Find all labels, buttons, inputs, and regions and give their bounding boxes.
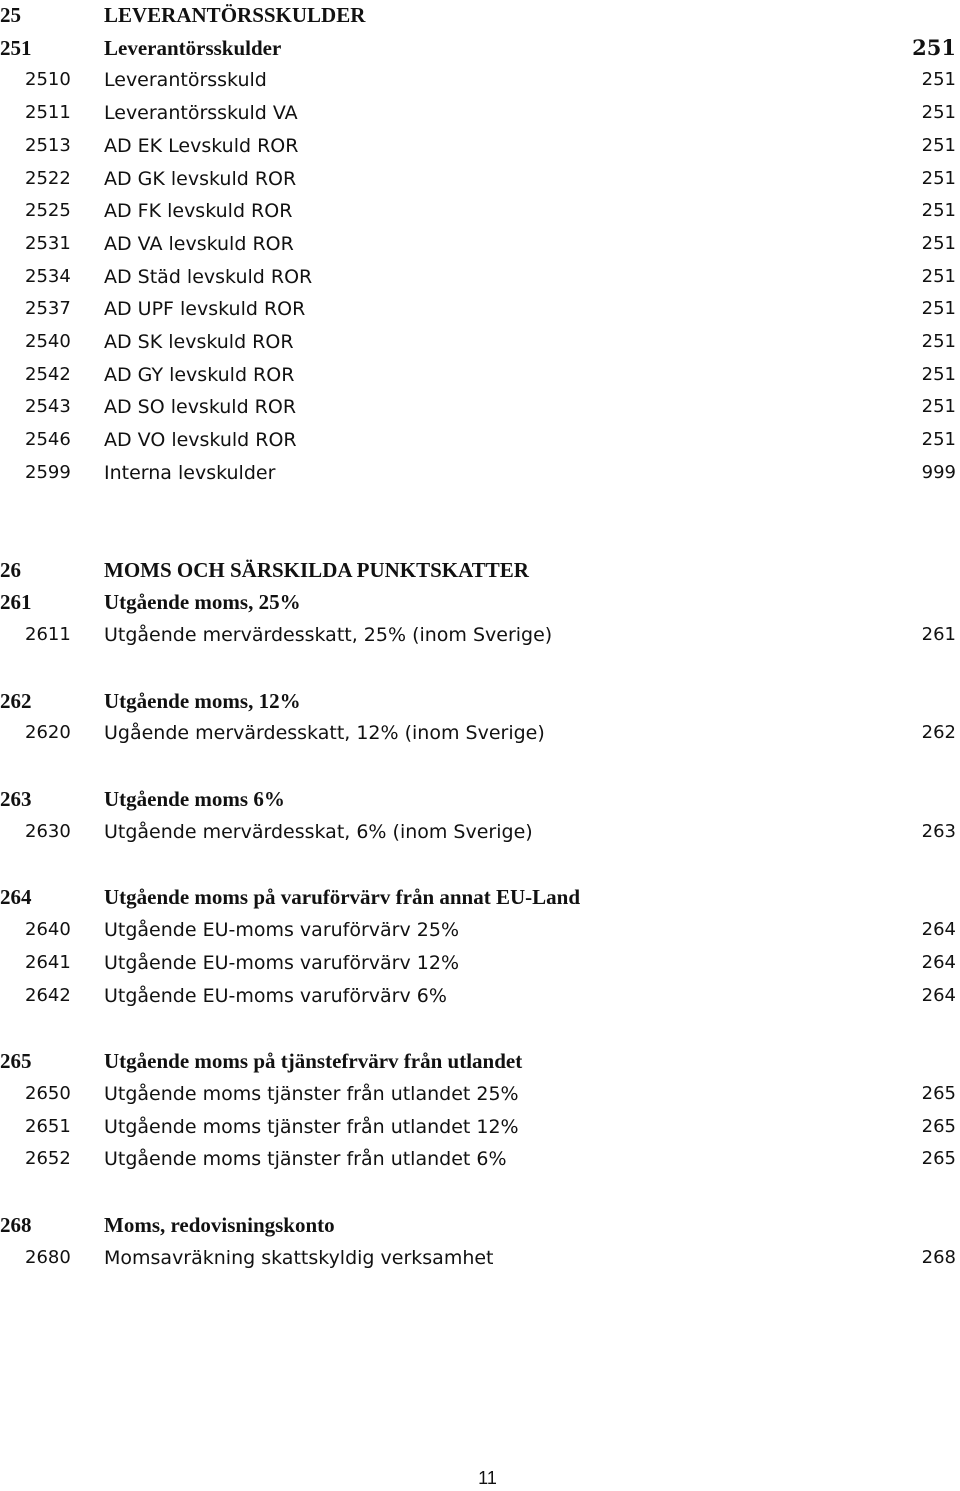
account-row-code: 2620: [25, 722, 71, 744]
account-row: [0, 229, 960, 259]
page-number: 11: [478, 1468, 497, 1488]
group-heading: [0, 1046, 960, 1076]
account-row-code: 2543: [25, 396, 71, 418]
account-row: [0, 1079, 960, 1109]
account-row-code: 2546: [25, 429, 71, 451]
account-row-code: 2650: [25, 1082, 71, 1104]
account-row-title: Utgående moms tjänster från utlandet 25%: [104, 1082, 519, 1105]
account-row-ref: 251: [921, 331, 956, 352]
account-row-ref: 262: [921, 722, 956, 744]
account-row-title: Utgående EU-moms varuförvärv 25%: [104, 919, 460, 942]
account-row-code: 2640: [25, 919, 71, 941]
account-row-title: Utgående EU-moms varuförvärv 6%: [104, 984, 447, 1007]
account-row-ref: 268: [921, 1246, 956, 1268]
account-row: [0, 1144, 960, 1174]
account-row: [0, 1112, 960, 1142]
account-row: [0, 458, 960, 488]
account-row-ref: 265: [921, 1148, 956, 1170]
account-row-ref: 251: [921, 167, 956, 189]
group-heading-title: Utgående moms på tjänstefrvärv från utlandet: [104, 1049, 523, 1074]
account-row-title: Utgående mervärdesskatt, 25% (inom Sverige): [104, 623, 553, 646]
group-heading-code: 264: [0, 885, 32, 910]
group-heading: [0, 587, 960, 617]
group-heading-title: Leverantörsskulder: [104, 35, 282, 60]
account-row-title: AD VO levskuld ROR: [104, 429, 297, 452]
account-row: [0, 294, 960, 324]
account-row-code: 2630: [25, 820, 71, 842]
account-row: [0, 1243, 960, 1273]
group-heading-title: Utgående moms på varuförvärv från annat EU-Land: [104, 885, 581, 910]
account-row: [0, 915, 960, 945]
account-row-ref: 251: [921, 69, 956, 91]
account-row: [0, 948, 960, 978]
account-row-title: AD GY levskuld ROR: [104, 363, 295, 386]
account-row: [0, 425, 960, 455]
account-row-code: 2652: [25, 1148, 71, 1170]
account-row-ref: 261: [921, 623, 956, 645]
account-row: [0, 327, 960, 357]
account-row: [0, 196, 960, 226]
section-heading-title: MOMS OCH SÄRSKILDA PUNKTSKATTER: [104, 557, 529, 582]
account-row-ref: 263: [921, 820, 956, 842]
account-row-ref: 251: [921, 396, 956, 418]
account-row-title: Ugående mervärdesskatt, 12% (inom Sverige): [104, 722, 545, 745]
account-row-ref: 264: [921, 984, 956, 1006]
account-row-title: Interna levskulder: [104, 461, 276, 484]
account-row-title: AD EK Levskuld ROR: [104, 134, 299, 157]
account-row-code: 2513: [25, 134, 71, 156]
group-heading-ref: 251: [912, 34, 956, 60]
account-row-code: 2534: [25, 265, 71, 287]
group-heading-title: Moms, redovisningskonto: [104, 1213, 335, 1237]
account-row-ref: 265: [921, 1115, 956, 1137]
group-heading: [0, 882, 960, 912]
account-row: [0, 392, 960, 422]
account-row-ref: 265: [921, 1082, 956, 1104]
account-row-ref: 251: [921, 363, 956, 385]
group-heading: [0, 1210, 960, 1240]
account-row: [0, 817, 960, 847]
account-row-code: 2651: [25, 1115, 71, 1137]
account-row-code: 2680: [25, 1246, 71, 1268]
account-row-title: AD GK levskuld ROR: [104, 167, 297, 190]
account-row-code: 2611: [25, 623, 71, 645]
account-row: [0, 360, 960, 390]
account-row-ref: 251: [921, 265, 956, 287]
group-heading-title: Utgående moms, 12%: [104, 688, 301, 713]
group-heading-code: 268: [0, 1213, 32, 1237]
account-row-code: 2522: [25, 167, 71, 189]
section-heading: [0, 555, 960, 585]
account-row-ref: 251: [921, 232, 956, 254]
account-row-code: 2531: [25, 232, 71, 254]
account-row: [0, 620, 960, 650]
account-row: [0, 718, 960, 748]
section-heading: [0, 0, 960, 30]
account-row: [0, 262, 960, 292]
group-heading-code: 263: [0, 787, 32, 811]
account-row-title: Leverantörsskuld: [104, 69, 267, 92]
account-row-title: AD VA levskuld ROR: [104, 232, 294, 255]
account-row-code: 2641: [25, 951, 71, 973]
account-row-code: 2525: [25, 200, 71, 222]
account-row-ref: 264: [921, 951, 956, 973]
group-heading-title: Utgående moms, 25%: [104, 590, 301, 615]
account-row-code: 2537: [25, 298, 71, 320]
account-row-title: Leverantörsskuld VA: [104, 102, 298, 125]
account-row-ref: 251: [921, 429, 956, 451]
account-row-ref: 251: [921, 200, 956, 222]
account-row: [0, 164, 960, 194]
account-row-ref: 251: [921, 102, 956, 124]
account-row-code: 2642: [25, 984, 71, 1006]
section-heading-code: 26: [0, 557, 21, 582]
account-row-code: 2599: [25, 461, 71, 483]
group-heading: [0, 784, 960, 814]
account-row-ref: 264: [921, 919, 956, 941]
account-row-code: 2542: [25, 363, 71, 385]
account-row-title: Utgående mervärdesskat, 6% (inom Sverige): [104, 820, 533, 843]
account-row-title: AD SO levskuld ROR: [104, 396, 297, 419]
group-heading: [0, 686, 960, 716]
account-row-title: Utgående moms tjänster från utlandet 12%: [104, 1115, 519, 1138]
account-row-title: AD FK levskuld ROR: [104, 200, 293, 223]
account-row-code: 2540: [25, 331, 71, 352]
account-row-code: 2510: [25, 69, 71, 91]
account-row-title: AD SK levskuld ROR: [104, 331, 294, 353]
group-heading-code: 262: [0, 688, 32, 713]
account-row-title: Utgående EU-moms varuförvärv 12%: [104, 951, 460, 974]
account-row-ref: 251: [921, 298, 956, 320]
group-heading-title: Utgående moms 6%: [104, 787, 285, 811]
account-row: [0, 65, 960, 95]
section-heading-code: 25: [0, 3, 21, 27]
account-row: [0, 131, 960, 161]
account-row-title: AD Städ levskuld ROR: [104, 265, 313, 288]
group-heading-code: 261: [0, 590, 32, 615]
account-row: [0, 981, 960, 1011]
account-row-title: AD UPF levskuld ROR: [104, 298, 306, 321]
account-row-title: Momsavräkning skattskyldig verksamhet: [104, 1246, 494, 1269]
account-row-ref: 999: [921, 461, 956, 483]
group-heading: [0, 33, 960, 63]
account-row: [0, 98, 960, 128]
group-heading-code: 251: [0, 35, 32, 60]
account-row-title: Utgående moms tjänster från utlandet 6%: [104, 1148, 507, 1171]
account-row-ref: 251: [921, 134, 956, 156]
account-row-code: 2511: [25, 102, 71, 124]
group-heading-code: 265: [0, 1049, 32, 1074]
section-heading-title: LEVERANTÖRSSKULDER: [104, 3, 366, 27]
